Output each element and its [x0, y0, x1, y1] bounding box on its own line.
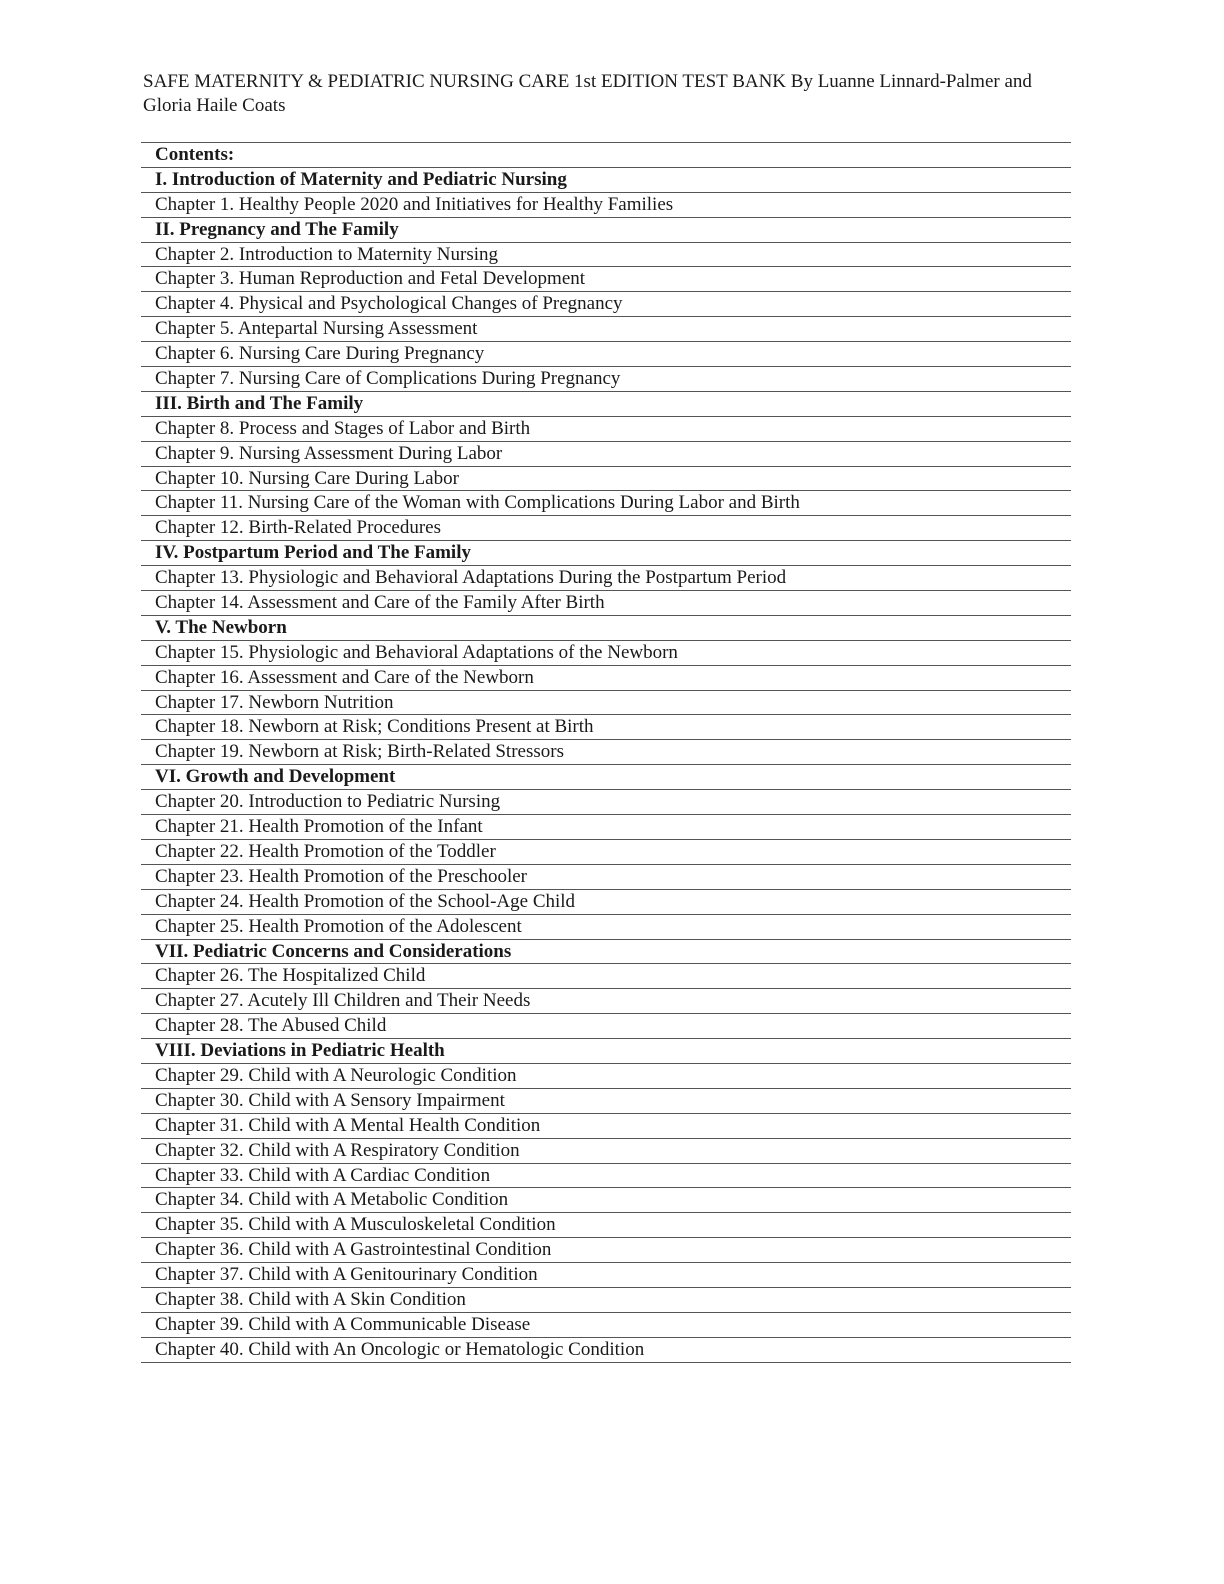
- section-heading: V. The Newborn: [141, 616, 1071, 641]
- chapter-entry: Chapter 37. Child with A Genitourinary Condition: [141, 1263, 1071, 1288]
- chapter-entry: Chapter 15. Physiologic and Behavioral Adaptations of the Newborn: [141, 641, 1071, 666]
- chapter-entry: Chapter 22. Health Promotion of the Toddler: [141, 840, 1071, 865]
- document-title: SAFE MATERNITY & PEDIATRIC NURSING CARE 1st EDITION TEST BANK By Luanne Linnard-Palmer and Gloria Haile Coats: [143, 71, 1032, 116]
- chapter-entry: Chapter 23. Health Promotion of the Preschooler: [141, 865, 1071, 890]
- chapter-entry: Chapter 35. Child with A Musculoskeletal Condition: [141, 1213, 1071, 1238]
- chapter-entry: Chapter 20. Introduction to Pediatric Nursing: [141, 790, 1071, 815]
- chapter-entry: Chapter 25. Health Promotion of the Adolescent: [141, 915, 1071, 940]
- chapter-entry: Chapter 26. The Hospitalized Child: [141, 964, 1071, 989]
- section-heading: II. Pregnancy and The Family: [141, 218, 1071, 243]
- chapter-entry: Chapter 5. Antepartal Nursing Assessment: [141, 317, 1071, 342]
- chapter-entry: Chapter 19. Newborn at Risk; Birth-Related Stressors: [141, 740, 1071, 765]
- chapter-entry: Chapter 17. Newborn Nutrition: [141, 691, 1071, 716]
- chapter-entry: Chapter 33. Child with A Cardiac Condition: [141, 1164, 1071, 1189]
- chapter-entry: Chapter 30. Child with A Sensory Impairment: [141, 1089, 1071, 1114]
- chapter-entry: Chapter 1. Healthy People 2020 and Initiatives for Healthy Families: [141, 193, 1071, 218]
- section-heading: VIII. Deviations in Pediatric Health: [141, 1039, 1071, 1064]
- section-heading: I. Introduction of Maternity and Pediatric Nursing: [141, 168, 1071, 193]
- chapter-entry: Chapter 13. Physiologic and Behavioral Adaptations During the Postpartum Period: [141, 566, 1071, 591]
- chapter-entry: Chapter 31. Child with A Mental Health Condition: [141, 1114, 1071, 1139]
- chapter-entry: Chapter 29. Child with A Neurologic Condition: [141, 1064, 1071, 1089]
- chapter-entry: Chapter 11. Nursing Care of the Woman with Complications During Labor and Birth: [141, 491, 1071, 516]
- chapter-entry: Chapter 10. Nursing Care During Labor: [141, 467, 1071, 492]
- chapter-entry: Chapter 6. Nursing Care During Pregnancy: [141, 342, 1071, 367]
- chapter-entry: Chapter 12. Birth-Related Procedures: [141, 516, 1071, 541]
- chapter-entry: Chapter 16. Assessment and Care of the Newborn: [141, 666, 1071, 691]
- chapter-entry: Chapter 7. Nursing Care of Complications During Pregnancy: [141, 367, 1071, 392]
- chapter-entry: Chapter 3. Human Reproduction and Fetal Development: [141, 267, 1071, 292]
- chapter-entry: Chapter 24. Health Promotion of the School-Age Child: [141, 890, 1071, 915]
- chapter-entry: Chapter 39. Child with A Communicable Disease: [141, 1313, 1071, 1338]
- section-heading: III. Birth and The Family: [141, 392, 1071, 417]
- chapter-entry: Chapter 27. Acutely Ill Children and Their Needs: [141, 989, 1071, 1014]
- contents-heading: Contents:: [141, 143, 1071, 168]
- chapter-entry: Chapter 14. Assessment and Care of the Family After Birth: [141, 591, 1071, 616]
- section-heading: VI. Growth and Development: [141, 765, 1071, 790]
- chapter-entry: Chapter 34. Child with A Metabolic Condition: [141, 1188, 1071, 1213]
- chapter-entry: Chapter 32. Child with A Respiratory Condition: [141, 1139, 1071, 1164]
- section-heading: VII. Pediatric Concerns and Considerations: [141, 940, 1071, 965]
- chapter-entry: Chapter 4. Physical and Psychological Changes of Pregnancy: [141, 292, 1071, 317]
- chapter-entry: Chapter 38. Child with A Skin Condition: [141, 1288, 1071, 1313]
- chapter-entry: Chapter 21. Health Promotion of the Infant: [141, 815, 1071, 840]
- chapter-entry: Chapter 8. Process and Stages of Labor and Birth: [141, 417, 1071, 442]
- chapter-entry: Chapter 2. Introduction to Maternity Nursing: [141, 243, 1071, 268]
- section-heading: IV. Postpartum Period and The Family: [141, 541, 1071, 566]
- chapter-entry: Chapter 9. Nursing Assessment During Labor: [141, 442, 1071, 467]
- chapter-entry: Chapter 28. The Abused Child: [141, 1014, 1071, 1039]
- table-of-contents: [141, 142, 1071, 1363]
- chapter-entry: Chapter 40. Child with An Oncologic or Hematologic Condition: [141, 1338, 1071, 1363]
- chapter-entry: Chapter 18. Newborn at Risk; Conditions Present at Birth: [141, 715, 1071, 740]
- chapter-entry: Chapter 36. Child with A Gastrointestinal Condition: [141, 1238, 1071, 1263]
